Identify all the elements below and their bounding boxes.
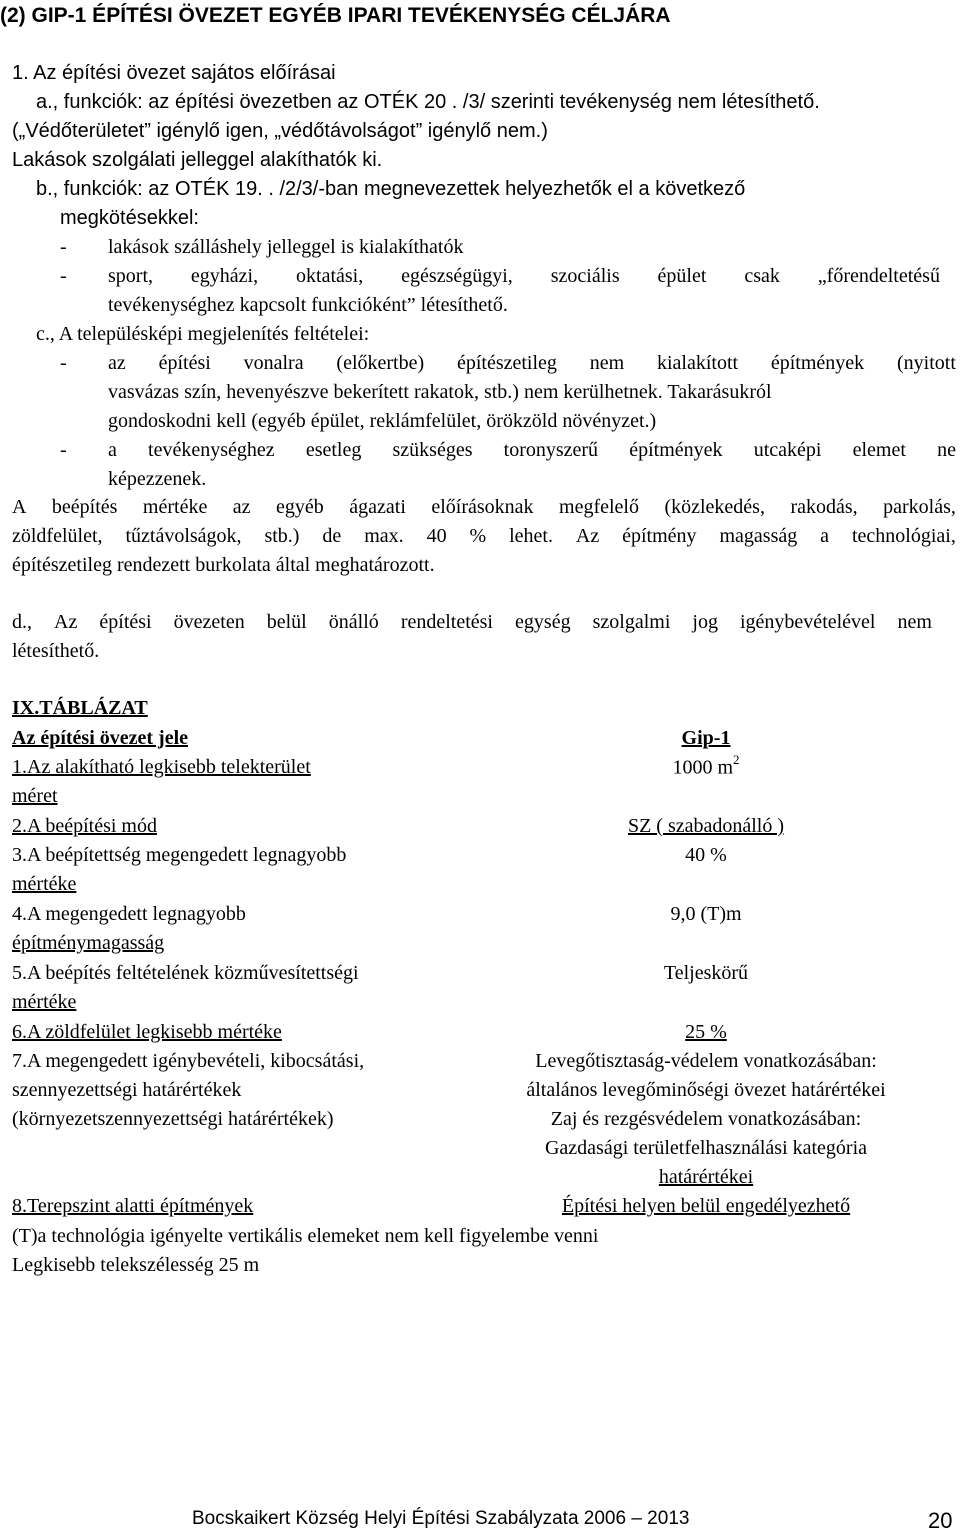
bullet-dash: - — [60, 439, 67, 461]
word: beépítés — [51, 496, 118, 518]
table-row-2-label-1: 2.A beépítési mód — [12, 815, 157, 837]
beepites-paragraph-line-1 — [12, 496, 956, 519]
page-number: 20 — [928, 1508, 953, 1533]
funkciok-a-line-1: a., funkciók: az építési övezetben az OTÉK 20 . /3/ szerinti tevékenység nem létesíthető. — [36, 91, 820, 113]
bullet-dash: - — [60, 265, 67, 287]
word: építmények — [629, 439, 723, 461]
table-row-1-label-2: méret — [12, 785, 58, 807]
beepites-paragraph-line-2 — [12, 525, 956, 548]
table-row-5-label-2: mértéke — [12, 991, 77, 1013]
word: zöldfelület, — [12, 525, 103, 547]
funkciok-a-line-2: („Védőterületet” igénylő igen, „védőtávolságot” igénylő nem.) — [12, 120, 548, 142]
word: % — [469, 525, 487, 547]
word: sport, — [108, 265, 153, 287]
word: d., — [12, 611, 32, 633]
table-row-7-value-3: Zaj és rezgésvédelem vonatkozásában: — [550, 1108, 862, 1130]
funkciok-b-bullet-2 — [108, 265, 940, 288]
word: technológiai, — [851, 525, 956, 547]
word: (nyitott — [897, 352, 956, 374]
value-superscript: 2 — [733, 752, 740, 767]
word: egyéb — [276, 496, 324, 518]
word: a — [108, 439, 117, 461]
table-row-4-value: 9,0 (T)m — [670, 903, 742, 925]
word: A — [12, 496, 27, 518]
word: a — [820, 525, 830, 547]
table-row-5-label-1: 5.A beépítés feltételének közművesítettségi — [12, 962, 359, 984]
telepuleskep-c-line-1: c., A településképi megjelenítés feltételei: — [36, 323, 370, 345]
table-note-2: Legkisebb telekszélesség 25 m — [12, 1254, 260, 1276]
table-title: IX.TÁBLÁZAT — [12, 697, 148, 719]
word: utcaképi — [753, 439, 822, 461]
word: igénybevételével — [740, 611, 876, 633]
table-row-7-label-2: szennyezettségi határértékek — [12, 1079, 242, 1101]
telepuleskep-c-bullet-1-cont-1: vasvázas szín, hevenyészve bekerített rakatok, stb.) nem kerülhetnek. Takarásukról — [108, 381, 772, 403]
word: épület — [657, 265, 707, 287]
word: Az — [54, 611, 78, 633]
section-title: 1. Az építési övezet sajátos előírásai — [12, 62, 336, 84]
word: vonalra — [243, 352, 304, 374]
table-row-7-value-5: határértékei — [658, 1166, 754, 1188]
table-row-8-value: Építési helyen belül engedélyezhető — [561, 1195, 851, 1217]
word: építési — [158, 352, 211, 374]
table-row-7-label-3: (környezetszennyezettségi határértékek) — [12, 1108, 334, 1130]
word: elemet — [852, 439, 906, 461]
word: tűztávolságok, — [125, 525, 242, 547]
word: 40 — [426, 525, 447, 547]
word: de — [322, 525, 342, 547]
table-row-7-value-1: Levegőtisztaság-védelem vonatkozásában: — [535, 1050, 877, 1072]
table-row-5-value: Teljeskörű — [663, 962, 749, 984]
word: lehet. — [509, 525, 553, 547]
szolgalmi-paragraph-line-2: létesíthető. — [12, 640, 100, 662]
table-row-1-value — [606, 754, 806, 780]
word: kialakított — [656, 352, 739, 374]
word: nem — [897, 611, 932, 633]
word: csak — [744, 265, 780, 287]
table-row-6-value: 25 % — [685, 1021, 727, 1043]
table-header-label: Az építési övezet jele — [12, 727, 189, 749]
table-row-3-label-1: 3.A beépítettség megengedett legnagyobb — [12, 844, 347, 866]
word: oktatási, — [296, 265, 364, 287]
word: az — [232, 496, 251, 518]
word: ne — [937, 439, 956, 461]
word: önálló — [328, 611, 379, 633]
word: magasság — [719, 525, 798, 547]
word: egyházi, — [190, 265, 259, 287]
word: tevékenységhez — [148, 439, 275, 461]
beepites-paragraph-line-3: építészetileg rendezett burkolata által meghatározott. — [12, 554, 435, 576]
word: építészetileg — [456, 352, 557, 374]
bullet-dash: - — [60, 236, 67, 258]
table-row-2-value: SZ ( szabadonálló ) — [627, 815, 785, 837]
word: építmény — [622, 525, 697, 547]
word: építmények — [770, 352, 865, 374]
word: mértéke — [142, 496, 208, 518]
table-row-3-value: 40 % — [685, 844, 727, 866]
table-row-6-label-1: 6.A zöldfelület legkisebb mértéke — [12, 1021, 282, 1043]
word: egység — [515, 611, 571, 633]
funkciok-a-line-3: Lakások szolgálati jelleggel alakíthatók ki. — [12, 149, 383, 171]
word: parkolás, — [883, 496, 956, 518]
table-row-7-label-1: 7.A megengedett igénybevételi, kibocsátási, — [12, 1050, 365, 1072]
funkciok-b-bullet-2-cont: tevékenységhez kapcsolt funkcióként” létesíthető. — [108, 294, 508, 316]
table-row-8-label-1: 8.Terepszint alatti építmények — [12, 1195, 254, 1217]
word: esetleg — [305, 439, 362, 461]
word: szükséges — [392, 439, 473, 461]
word: rakodás, — [790, 496, 858, 518]
word: egészségügyi, — [401, 265, 513, 287]
telepuleskep-c-bullet-2 — [108, 439, 956, 462]
funkciok-b-line-1: b., funkciók: az OTÉK 19. . /2/3/-ban megnevezettek helyezhetők el a következő — [36, 178, 746, 200]
word: övezeten — [173, 611, 245, 633]
word: belül — [266, 611, 307, 633]
table-row-7-value-2: általános levegőminőségi övezet határértékei — [526, 1079, 886, 1101]
value-text: 1000 m — [672, 756, 734, 779]
section-heading: (2) GIP-1 ÉPÍTÉSI ÖVEZET EGYÉB IPARI TEVÉKENYSÉG CÉLJÁRA — [0, 4, 671, 27]
word: toronyszerű — [503, 439, 599, 461]
word: (közlekedés, — [664, 496, 765, 518]
table-row-1-label-1: 1.Az alakítható legkisebb telekterület — [12, 756, 311, 778]
word: max. — [364, 525, 404, 547]
word: (előkertbe) — [336, 352, 425, 374]
word: megfelelő — [559, 496, 639, 518]
word: építési — [99, 611, 152, 633]
telepuleskep-c-bullet-1-cont-2: gondoskodni kell (egyéb épület, reklámfelület, örökzöld növényzet.) — [108, 410, 657, 432]
footer-text: Bocskaikert Község Helyi Építési Szabályzata 2006 – 2013 — [192, 1508, 690, 1529]
word: rendeltetési — [400, 611, 493, 633]
word: jog — [692, 611, 718, 633]
word: „főrendeltetésű — [817, 265, 940, 287]
word: előírásoknak — [431, 496, 534, 518]
word: szolgalmi — [592, 611, 671, 633]
word: ágazati — [349, 496, 406, 518]
telepuleskep-c-bullet-2-cont: képezzenek. — [108, 468, 207, 490]
table-note-1: (T)a technológia igényelte vertikális elemeket nem kell figyelembe venni — [12, 1225, 599, 1247]
table-row-3-label-2: mértéke — [12, 873, 77, 895]
word: stb.) — [264, 525, 300, 547]
table-row-4-label-2: építménymagasság — [12, 932, 165, 954]
table-row-4-label-1: 4.A megengedett legnagyobb — [12, 903, 246, 925]
word: az — [108, 352, 126, 374]
bullet-dash: - — [60, 352, 67, 374]
funkciok-b-bullet-1: lakások szálláshely jelleggel is kialakíthatók — [108, 236, 464, 258]
table-row-7-value-4: Gazdasági területfelhasználási kategória — [544, 1137, 868, 1159]
word: szociális — [550, 265, 620, 287]
word: nem — [589, 352, 625, 374]
telepuleskep-c-bullet-1 — [108, 352, 956, 375]
funkciok-b-line-2: megkötésekkel: — [60, 207, 199, 229]
table-header-value: Gip-1 — [681, 727, 731, 749]
szolgalmi-paragraph-line-1 — [12, 611, 932, 634]
word: Az — [575, 525, 600, 547]
